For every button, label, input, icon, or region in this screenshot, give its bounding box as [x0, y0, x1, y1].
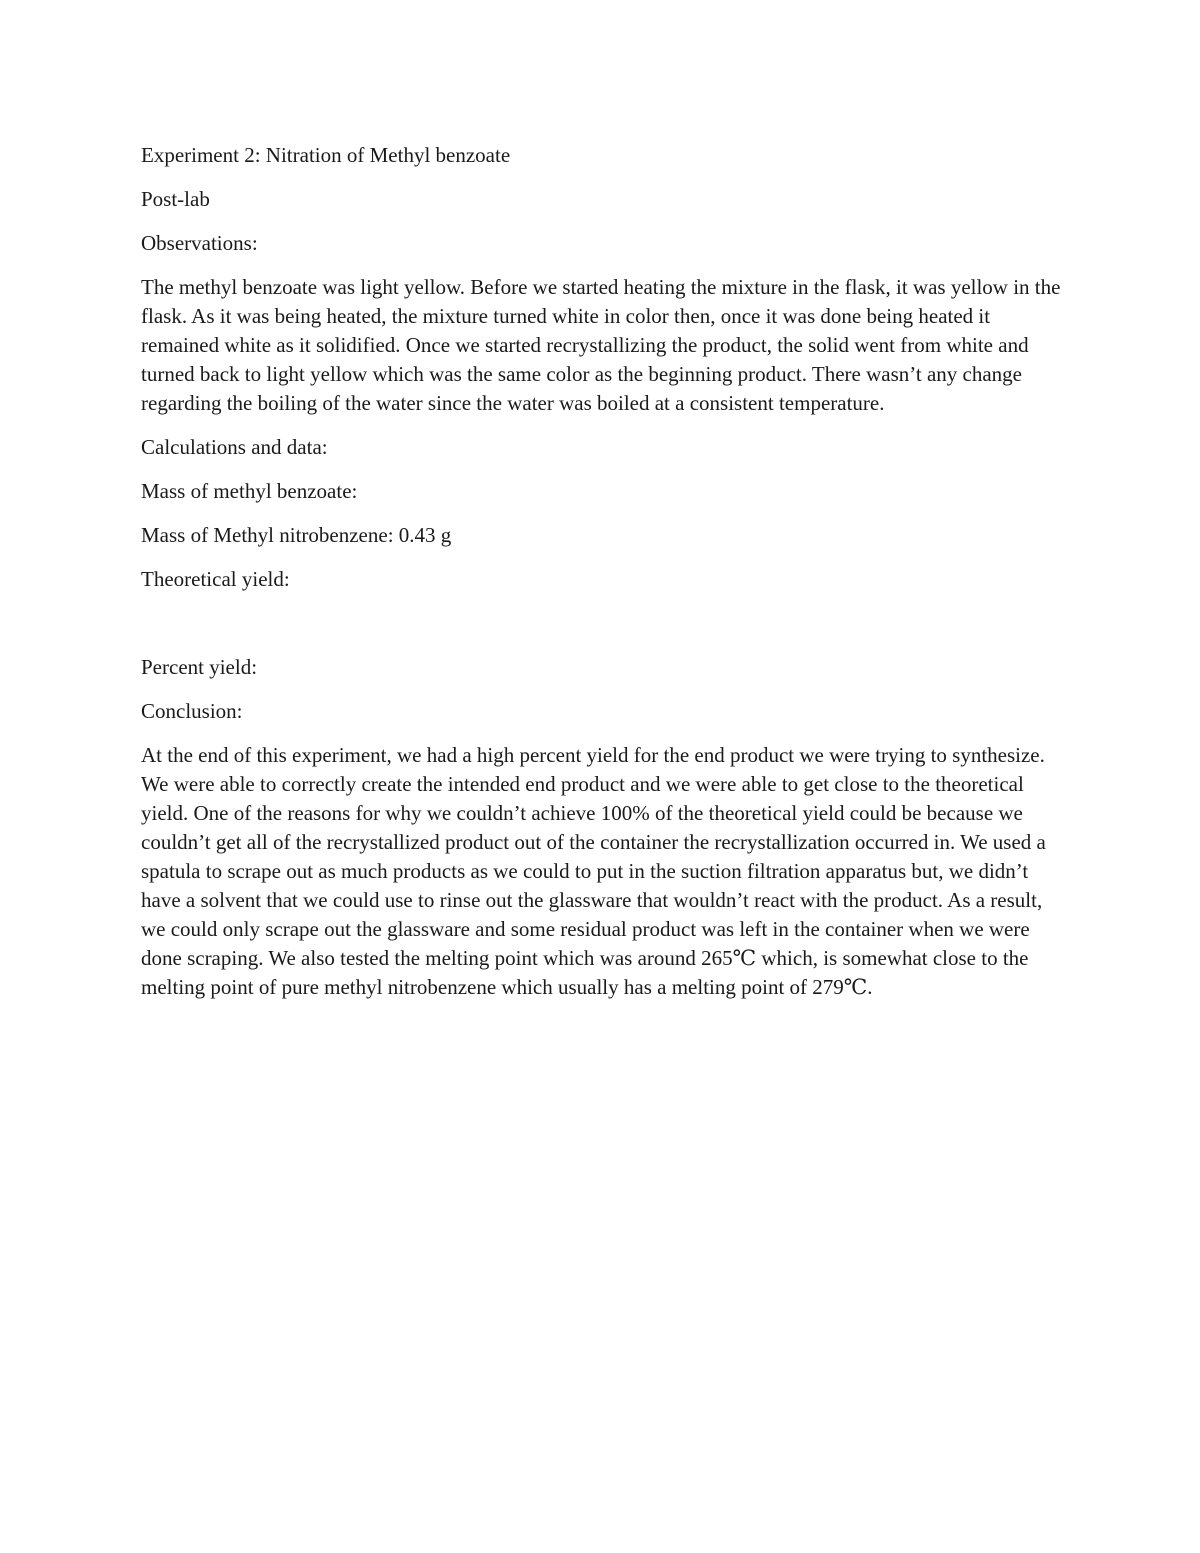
percent-yield-line: Percent yield:	[141, 655, 258, 679]
mass-methyl-benzoate-line: Mass of methyl benzoate:	[141, 479, 358, 503]
conclusion-paragraph: At the end of this experiment, we had a high percent yield for the end product we were trying to synthesize. We were able to correctly create the intended end product and we were able to get close to the theoretical yield. One of the reasons for why we couldn’t achieve 100% of the theoretical yield could be because we couldn’t get all of the recrystallized product out of the container the recrystallization occurred in. We used a spatula to scrape out as much products as we could to put in the suction filtration apparatus but, we didn’t have a solvent that we could use to rinse out the glassware that wouldn’t react with the product. As a result, we could only scrape out the glassware and some residual product was left in the container when we were done scraping. We also tested the melting point which was around 265℃ which, is somewhat close to the melting point of pure methyl nitrobenzene which usually has a melting point of 279℃.	[141, 743, 1046, 999]
calculations-heading: Calculations and data:	[141, 435, 328, 459]
document-subtitle: Post-lab	[141, 187, 210, 211]
mass-methyl-nitrobenzene-line: Mass of Methyl nitrobenzene: 0.43 g	[141, 523, 452, 547]
conclusion-heading: Conclusion:	[141, 699, 243, 723]
observations-paragraph: The methyl benzoate was light yellow. Before we started heating the mixture in the flask, it was yellow in the flask. As it was being heated, the mixture turned white in color then, once it was done being heated it remained white as it solidified. Once we started recrystallizing the product, the solid went from white and turned back to light yellow which was the same color as the beginning product. There wasn’t any change regarding the boiling of the water since the water was boiled at a consistent temperature.	[141, 275, 1061, 415]
theoretical-yield-line: Theoretical yield:	[141, 567, 290, 591]
document-title: Experiment 2: Nitration of Methyl benzoate	[141, 143, 511, 167]
observations-heading: Observations:	[141, 231, 258, 255]
document-body	[141, 141, 1061, 1017]
